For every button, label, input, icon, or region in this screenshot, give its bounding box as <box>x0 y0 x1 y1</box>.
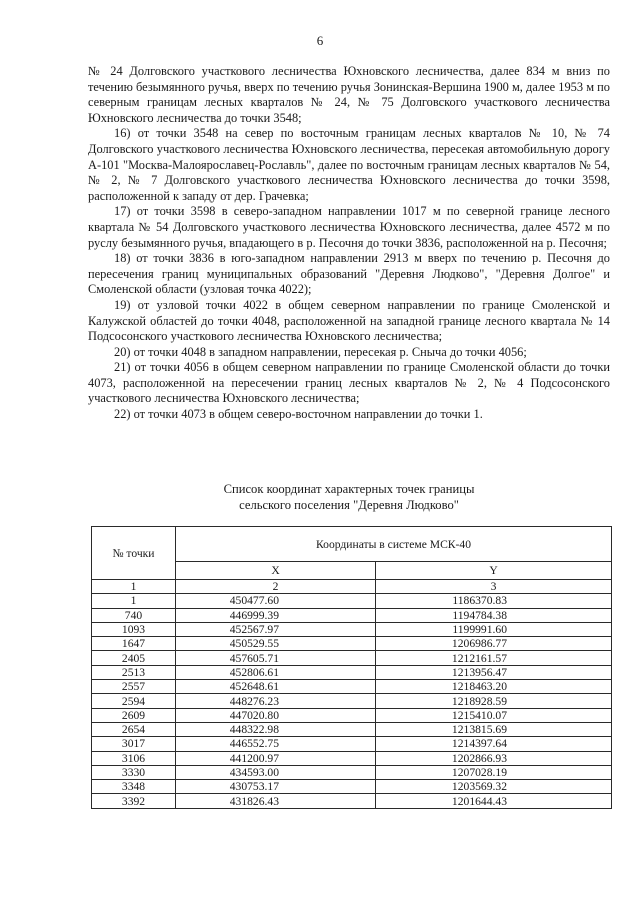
table-row <box>92 651 612 665</box>
point-cell: 3392 <box>92 794 176 808</box>
paragraph: 17) от точки 3598 в северо-западном направлении 1017 м по северной границе лесного квартала № 54 Долговского участкового лесничества Юхновского лесничества, далее 4572 м по руслу безымянного ручья, впадающего в р. Песочня до точки 3836, расположенной на р. Песочня; <box>88 204 610 250</box>
point-cell: 740 <box>92 608 176 622</box>
x-coordinate-cell: 446999.39 <box>176 608 376 622</box>
point-cell: 2513 <box>92 665 176 679</box>
column-number: 2 <box>176 580 376 594</box>
point-cell: 3106 <box>92 751 176 765</box>
paragraph: 20) от точки 4048 в западном направлении, пересекая р. Сныча до точки 4056; <box>114 344 527 359</box>
x-coordinate-cell: 431826.43 <box>176 794 376 808</box>
paragraph: 19) от узловой точки 4022 в общем северном направлении по границе Смоленской и Калужской областей до точки 4048, расположенной на западной границе лесного квартала № 14 Подсосонского участкового лесничества Юхновского лесничества; <box>88 297 610 344</box>
column-header-y: Y <box>376 562 612 580</box>
list-title-line: сельского поселения "Деревня Людково" <box>239 498 459 512</box>
x-coordinate-cell: 448322.98 <box>176 722 376 736</box>
point-cell: 2609 <box>92 708 176 722</box>
column-number-row <box>92 580 612 594</box>
table-row <box>92 680 612 694</box>
y-coordinate-cell: 1199991.60 <box>376 622 612 636</box>
point-cell: 1 <box>92 594 176 608</box>
y-coordinate-cell: 1201644.43 <box>376 794 612 808</box>
point-cell: 1647 <box>92 637 176 651</box>
column-header-point: № точки <box>92 527 176 580</box>
list-title-line: Список координат характерных точек границы <box>223 482 475 496</box>
x-coordinate-cell: 447020.80 <box>176 708 376 722</box>
paragraph: 22) от точки 4073 в общем северо-восточном направлении до точки 1. <box>114 407 483 422</box>
y-coordinate-cell: 1207028.19 <box>376 765 612 779</box>
y-coordinate-cell: 1215410.07 <box>376 708 612 722</box>
x-coordinate-cell: 430753.17 <box>176 780 376 794</box>
x-coordinate-cell: 450529.55 <box>176 637 376 651</box>
y-coordinate-cell: 1203569.32 <box>376 780 612 794</box>
x-coordinate-cell: 452567.97 <box>176 622 376 636</box>
y-coordinate-cell: 1206986.77 <box>376 637 612 651</box>
coordinates-table-body <box>92 594 612 808</box>
y-coordinate-cell: 1212161.57 <box>376 651 612 665</box>
column-header-x: X <box>176 562 376 580</box>
point-cell: 3017 <box>92 737 176 751</box>
x-coordinate-cell: 434593.00 <box>176 765 376 779</box>
table-row <box>92 780 612 794</box>
table-row <box>92 594 612 608</box>
paragraph: 21) от точки 4056 в общем северном направлении по границе Смоленской области до точки 4073, расположенной на пересечении границ лесных кварталов № 2, № 4 Подсосонского участкового лесничества Юхновского лесничества; <box>88 360 610 406</box>
y-coordinate-cell: 1213815.69 <box>376 722 612 736</box>
coordinates-table <box>91 526 612 809</box>
point-cell: 1093 <box>92 622 176 636</box>
table-row <box>92 608 612 622</box>
table-row <box>92 694 612 708</box>
y-coordinate-cell: 1202866.93 <box>376 751 612 765</box>
y-coordinate-cell: 1214397.64 <box>376 737 612 751</box>
table-row <box>92 708 612 722</box>
point-cell: 3330 <box>92 765 176 779</box>
point-cell: 3348 <box>92 780 176 794</box>
table-row <box>92 665 612 679</box>
coordinates-list-title <box>88 481 610 513</box>
y-coordinate-cell: 1218463.20 <box>376 680 612 694</box>
paragraph: 16) от точки 3548 на север по восточным границам лесных кварталов № 10, № 74 Долговского участкового лесничества Юхновского лесничества, пересекая автомобильную дорогу А-101 "Москва-Малоярославец-Рославль", далее по восточным границам лесных кварталов № 54, № 2, № 7 Долговского участкового лесничества Юхновского лесничества до точки 3598, расположенной к западу от дер. Грачевка; <box>88 126 610 203</box>
table-row <box>92 794 612 808</box>
column-header-coordinate-system: Координаты в системе МСК-40 <box>176 527 612 562</box>
paragraph: № 24 Долговского участкового лесничества Юхновского лесничества, далее 834 м вниз по течению безымянного ручья, вверх по течению ручья Зонинская-Вершина 1900 м, далее 1953 м по северным границам лесных кварталов № 24, № 75 Долговского участкового лесничества Юхновского лесничества до точки 3548; <box>88 64 610 125</box>
y-coordinate-cell: 1213956.47 <box>376 665 612 679</box>
boundary-description <box>88 64 610 423</box>
y-coordinate-cell: 1186370.83 <box>376 594 612 608</box>
point-cell: 2654 <box>92 722 176 736</box>
y-coordinate-cell: 1218928.59 <box>376 694 612 708</box>
table-row <box>92 737 612 751</box>
point-cell: 2557 <box>92 680 176 694</box>
table-row <box>92 622 612 636</box>
table-row <box>92 765 612 779</box>
x-coordinate-cell: 457605.71 <box>176 651 376 665</box>
point-cell: 2405 <box>92 651 176 665</box>
point-cell: 2594 <box>92 694 176 708</box>
x-coordinate-cell: 446552.75 <box>176 737 376 751</box>
table-row <box>92 751 612 765</box>
x-coordinate-cell: 452648.61 <box>176 680 376 694</box>
page-number: 6 <box>316 33 324 48</box>
x-coordinate-cell: 452806.61 <box>176 665 376 679</box>
table-row <box>92 722 612 736</box>
table-row <box>92 637 612 651</box>
x-coordinate-cell: 448276.23 <box>176 694 376 708</box>
column-number: 3 <box>376 580 612 594</box>
x-coordinate-cell: 441200.97 <box>176 751 376 765</box>
y-coordinate-cell: 1194784.38 <box>376 608 612 622</box>
x-coordinate-cell: 450477.60 <box>176 594 376 608</box>
column-number: 1 <box>92 580 176 594</box>
paragraph: 18) от точки 3836 в юго-западном направлении 2913 м вверх по течению р. Песочня до пересечения границ муниципальных образований "Деревня Людково", "Деревня Долгое" и Смоленской области (узловая точка 4022); <box>88 251 610 297</box>
